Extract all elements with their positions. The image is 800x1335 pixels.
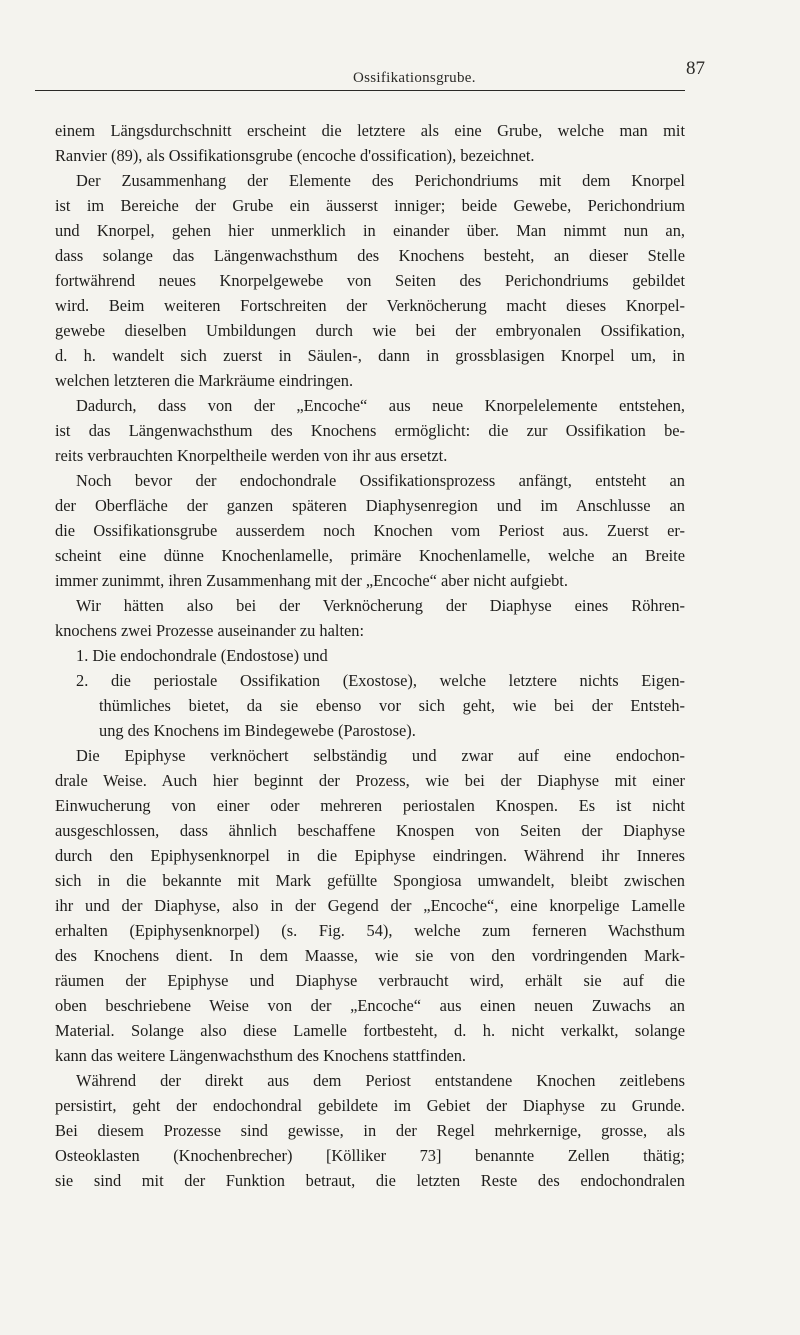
- body-text: [55, 118, 685, 1193]
- text-line: drale Weise. Auch hier beginnt der Prozess, wie bei der Diaphyse mit einer: [55, 771, 685, 790]
- text-line: die Ossifikationsgrube ausserdem noch Knochen vom Periost aus. Zuerst er-: [55, 521, 685, 540]
- text-line: thümliches bietet, da sie ebenso vor sich geht, wie bei der Entsteh-: [99, 696, 685, 715]
- text-line: erhalten (Epiphysenknorpel) (s. Fig. 54), welche zum ferneren Wachsthum: [55, 921, 685, 940]
- text-line: sie sind mit der Funktion betraut, die letzten Reste des endochondralen: [55, 1171, 685, 1190]
- text-line: ist das Längenwachsthum des Knochens ermöglicht: die zur Ossifikation be-: [55, 421, 685, 440]
- text-line: Wir hätten also bei der Verknöcherung der Diaphyse eines Röhren-: [76, 596, 685, 615]
- text-line: einem Längsdurchschnitt erscheint die letztere als eine Grube, welche man mit: [55, 121, 685, 140]
- text-line: Einwucherung von einer oder mehreren periostalen Knospen. Es ist nicht: [55, 796, 685, 815]
- page-number: 87: [686, 58, 705, 79]
- text-line: Während der direkt aus dem Periost entstandene Knochen zeitlebens: [76, 1071, 685, 1090]
- text-line: persistirt, geht der endochondral gebildete im Gebiet der Diaphyse zu Grunde.: [55, 1096, 685, 1115]
- text-line: gewebe dieselben Umbildungen durch wie bei der embryonalen Ossifikation,: [55, 321, 685, 340]
- text-line: reits verbrauchten Knorpeltheile werden von ihr aus ersetzt.: [55, 446, 448, 465]
- text-line: der Oberfläche der ganzen späteren Diaphysenregion und im Anschlusse an: [55, 496, 685, 515]
- text-line: ung des Knochens im Bindegewebe (Parostose).: [99, 721, 416, 740]
- text-line: ist im Bereiche der Grube ein äusserst inniger; beide Gewebe, Perichondrium: [55, 196, 685, 215]
- text-line: ihr und der Diaphyse, also in der Gegend der „Encoche“, eine knorpelige Lamelle: [55, 896, 685, 915]
- text-line: Dadurch, dass von der „Encoche“ aus neue Knorpelelemente entstehen,: [76, 396, 685, 415]
- text-line: und Knorpel, gehen hier unmerklich in einander über. Man nimmt nun an,: [55, 221, 685, 240]
- text-line: 1. Die endochondrale (Endostose) und: [76, 646, 328, 665]
- header-title: Ossifikationsgrube.: [353, 70, 476, 86]
- text-line: Noch bevor der endochondrale Ossifikationsprozess anfängt, entsteht an: [76, 471, 685, 490]
- text-line: ausgeschlossen, dass ähnlich beschaffene Knospen von Seiten der Diaphyse: [55, 821, 685, 840]
- text-line: knochens zwei Prozesse auseinander zu halten:: [55, 621, 365, 640]
- text-line: welchen letzteren die Markräume eindringen.: [55, 371, 354, 390]
- text-line: des Knochens dient. In dem Maasse, wie sie von den vordringenden Mark-: [55, 946, 685, 965]
- text-line: dass solange das Längenwachsthum des Knochens besteht, an dieser Stelle: [55, 246, 685, 265]
- running-header: [35, 58, 705, 91]
- text-line: kann das weitere Längenwachsthum des Knochens stattfinden.: [55, 1046, 467, 1065]
- text-line: Ranvier (89), als Ossifikationsgrube (encoche d'ossification), bezeichnet.: [55, 146, 535, 165]
- text-line: Osteoklasten (Knochenbrecher) [Kölliker 73] benannte Zellen thätig;: [55, 1146, 685, 1165]
- text-line: fortwährend neues Knorpelgewebe von Seiten des Perichondriums gebildet: [55, 271, 685, 290]
- text-line: Material. Solange also diese Lamelle fortbesteht, d. h. nicht verkalkt, solange: [55, 1021, 685, 1040]
- text-line: Der Zusammenhang der Elemente des Perichondriums mit dem Knorpel: [76, 171, 685, 190]
- text-line: d. h. wandelt sich zuerst in Säulen-, dann in grossblasigen Knorpel um, in: [55, 346, 685, 365]
- text-line: Die Epiphyse verknöchert selbständig und zwar auf eine endochon-: [76, 746, 685, 765]
- text-line: wird. Beim weiteren Fortschreiten der Verknöcherung macht dieses Knorpel-: [55, 296, 685, 315]
- text-line: scheint eine dünne Knochenlamelle, primäre Knochenlamelle, welche an Breite: [55, 546, 685, 565]
- text-line: Bei diesem Prozesse sind gewisse, in der Regel mehrkernige, grosse, als: [55, 1121, 685, 1140]
- text-line: durch den Epiphysenknorpel in die Epiphyse eindringen. Während ihr Inneres: [55, 846, 685, 865]
- text-line: oben beschriebene Weise von der „Encoche“ aus einen neuen Zuwachs an: [55, 996, 685, 1015]
- text-line: immer zunimmt, ihren Zusammenhang mit der „Encoche“ aber nicht aufgiebt.: [55, 571, 568, 590]
- text-line: sich in die bekannte mit Mark gefüllte Spongiosa umwandelt, bleibt zwischen: [55, 871, 685, 890]
- text-line: räumen der Epiphyse und Diaphyse verbraucht wird, erhält sie auf die: [55, 971, 685, 990]
- text-line: 2. die periostale Ossifikation (Exostose), welche letztere nichts Eigen-: [76, 671, 685, 690]
